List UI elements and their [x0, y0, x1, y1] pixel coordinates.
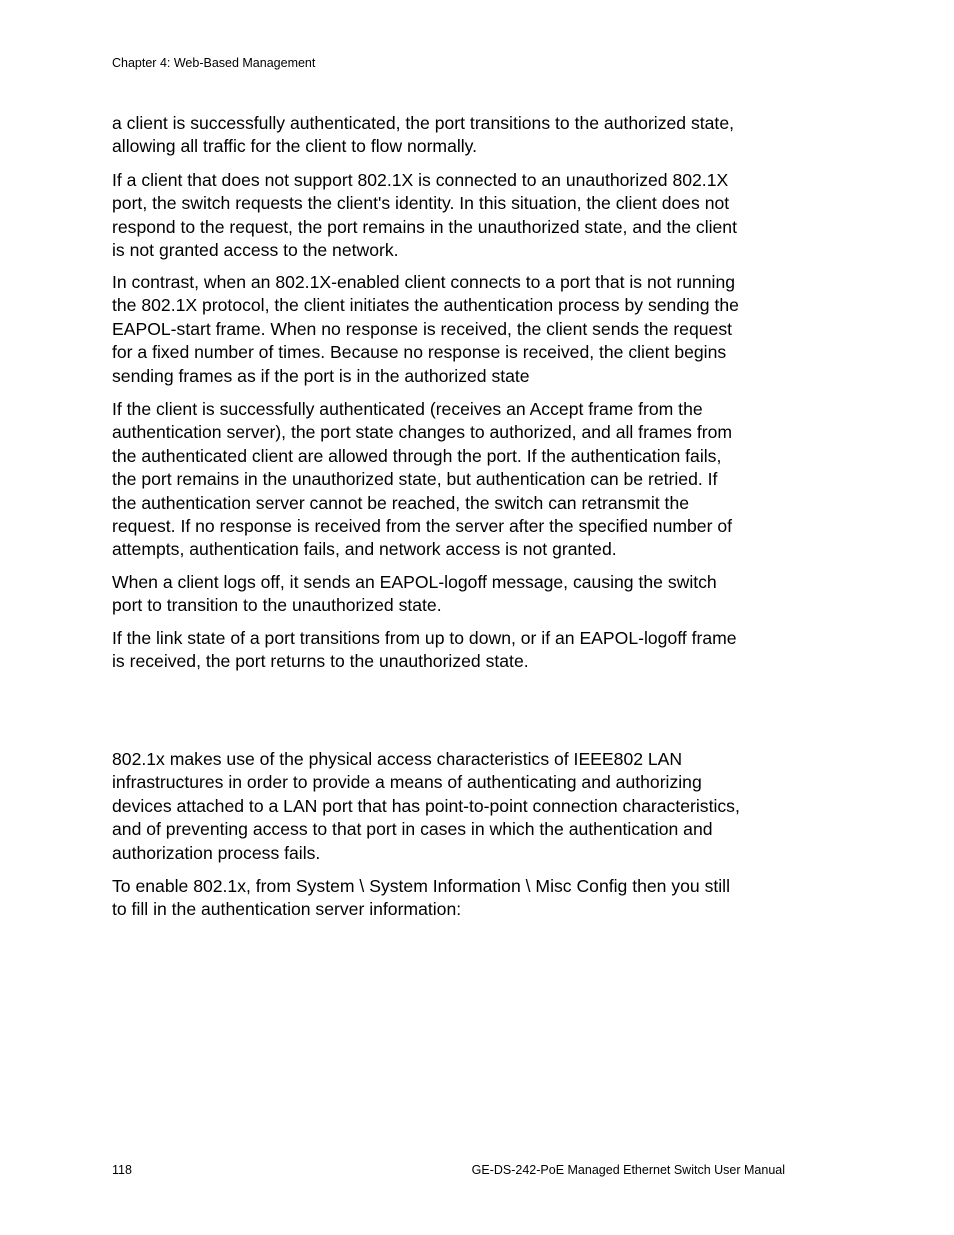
manual-title: GE-DS-242-PoE Managed Ethernet Switch User Manual: [471, 1163, 785, 1177]
paragraph-auth-result: If the client is successfully authenticated (receives an Accept frame from the authentication server), the port state changes to authorized, and all frames from the authenticated client are allowed through the port. If the authentication fails, the port remains in the unauthorized state, but authentication can be retried. If the authentication server cannot be reached, the switch can retransmit the request. If no response is received from the server after the specified number of attempts, authentication fails, and network access is not granted.: [112, 399, 733, 560]
paragraph-8021x-overview: 802.1x makes use of the physical access characteristics of IEEE802 LAN infrastructures in order to provide a means of authenticating and authorizing devices attached to a LAN port that has point-to-point connection characteristics, and of preventing access to that port in cases in which the authentication and authorization process fails.: [112, 749, 740, 863]
page-number: 118: [112, 1163, 132, 1177]
paragraph-auth-success: a client is successfully authenticated, the port transitions to the authorized state, allowing all traffic for the client to flow normally.: [112, 113, 734, 157]
paragraph-unsupported-client: If a client that does not support 802.1X is connected to an unauthorized 802.1X port, the switch requests the client's identity. In this situation, the client does not respond to the request, the port remains in the unauthorized state, and the client is not granted access to the network.: [112, 170, 737, 261]
paragraph-enable-8021x: To enable 802.1x, from System \ System Information \ Misc Config then you still to fill in the authentication server information:: [112, 876, 730, 920]
paragraph-eapol-start: In contrast, when an 802.1X-enabled client connects to a port that is not running the 802.1X protocol, the client initiates the authentication process by sending the EAPOL-start frame. When no response is received, the client sends the request for a fixed number of times. Because no response is received, the client begins sending frames as if the port is in the authorized state: [112, 272, 739, 386]
paragraph-link-down: If the link state of a port transitions from up to down, or if an EAPOL-logoff frame is received, the port returns to the unauthorized state.: [112, 628, 737, 672]
running-header: Chapter 4: Web-Based Management: [112, 56, 316, 70]
paragraph-logoff: When a client logs off, it sends an EAPOL-logoff message, causing the switch port to transition to the unauthorized state.: [112, 572, 717, 616]
